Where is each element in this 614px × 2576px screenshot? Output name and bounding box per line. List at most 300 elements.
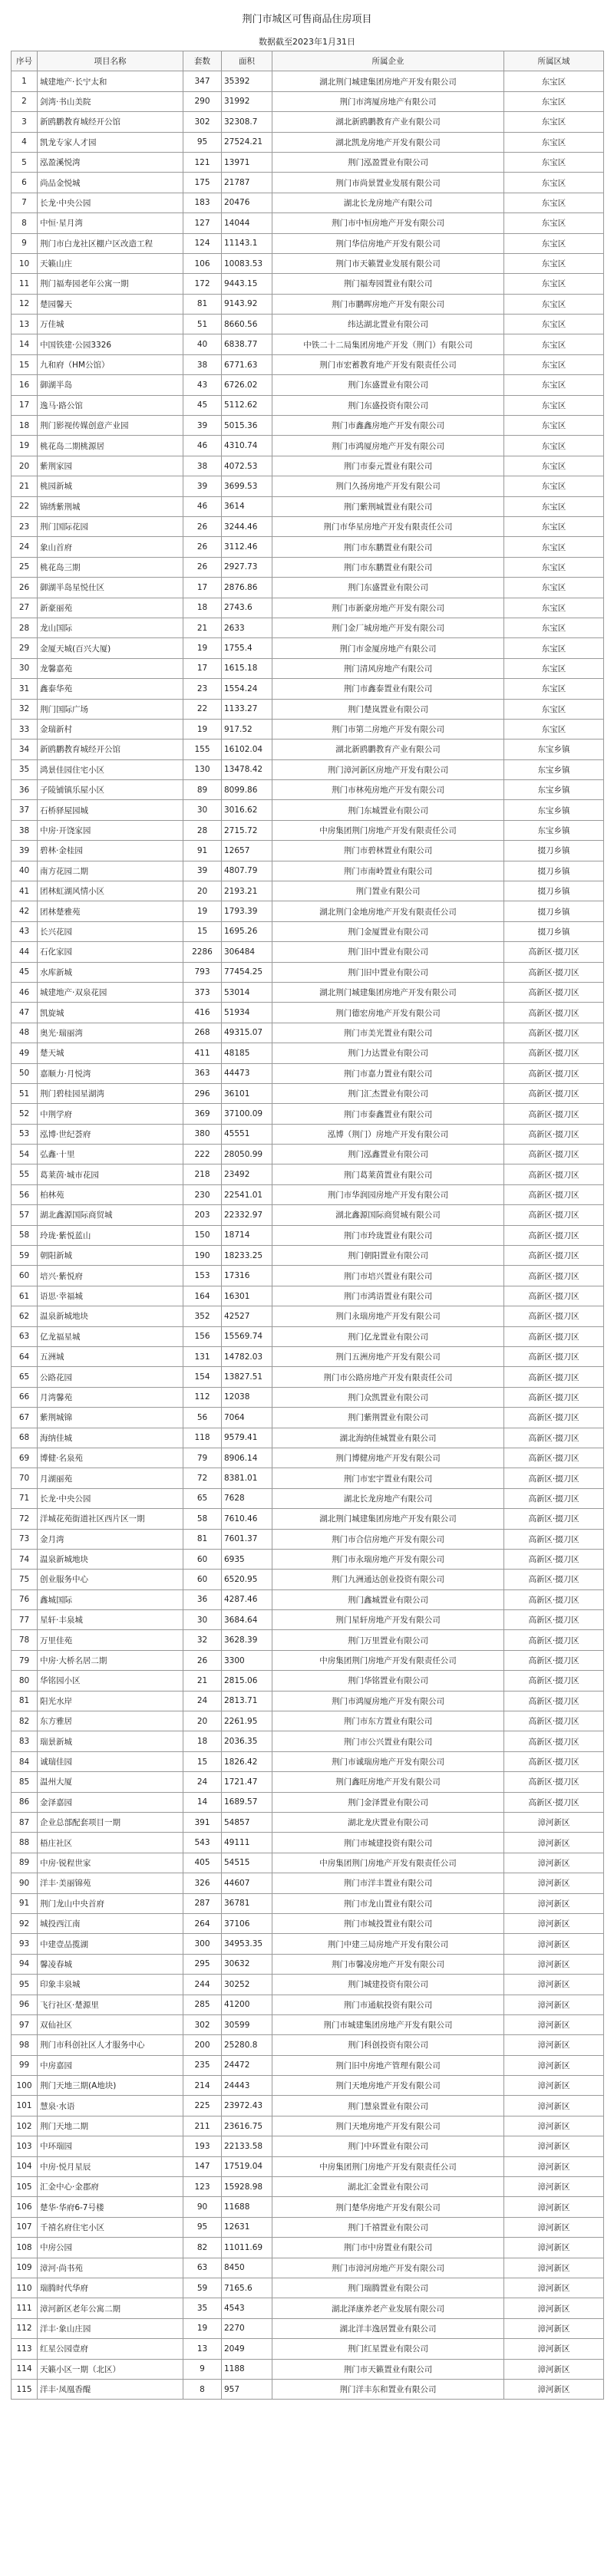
cell-area: 917.52 <box>222 719 272 739</box>
cell-units: 193 <box>183 2136 222 2156</box>
cell-project-name: 中房嘉园 <box>38 2055 183 2075</box>
cell-company: 荆门市宏宇置业有限公司 <box>272 1468 504 1488</box>
cell-company: 荆门市尚景置业发展有限公司 <box>272 173 504 193</box>
cell-district: 东宝区 <box>504 476 604 496</box>
cell-index: 61 <box>12 1286 38 1306</box>
cell-units: 183 <box>183 193 222 212</box>
cell-project-name: 荆门天地二期 <box>38 2116 183 2136</box>
cell-units: 63 <box>183 2258 222 2278</box>
cell-area: 8906.14 <box>222 1448 272 1468</box>
cell-index: 77 <box>12 1610 38 1630</box>
cell-company: 湖北洋丰逸居置业有限公司 <box>272 2318 504 2338</box>
cell-index: 47 <box>12 1003 38 1023</box>
cell-company: 荆门市龙山置业有限公司 <box>272 1893 504 1913</box>
cell-index: 56 <box>12 1184 38 1204</box>
table-row <box>12 1549 604 1569</box>
cell-area: 2633 <box>222 618 272 637</box>
cell-units: 203 <box>183 1205 222 1225</box>
cell-area: 5015.36 <box>222 416 272 436</box>
table-row <box>12 2359 604 2379</box>
cell-index: 82 <box>12 1711 38 1731</box>
cell-district: 东宝区 <box>504 436 604 456</box>
cell-company: 荆门中环置业有限公司 <box>272 2136 504 2156</box>
cell-project-name: 鸿景佳园住宅小区 <box>38 759 183 779</box>
cell-units: 200 <box>183 2035 222 2055</box>
cell-index: 101 <box>12 2096 38 2116</box>
cell-district: 高新区·掇刀区 <box>504 1083 604 1103</box>
cell-project-name: 御湖半岛星悦仕区 <box>38 578 183 598</box>
cell-units: 264 <box>183 1913 222 1933</box>
cell-area: 8660.56 <box>222 315 272 334</box>
cell-units: 82 <box>183 2238 222 2258</box>
table-row <box>12 1286 604 1306</box>
cell-area: 9443.15 <box>222 274 272 294</box>
cell-district: 漳河新区 <box>504 2379 604 2399</box>
cell-index: 49 <box>12 1043 38 1063</box>
cell-district: 高新区·掇刀区 <box>504 1003 604 1023</box>
cell-area: 1755.4 <box>222 638 272 658</box>
cell-units: 19 <box>183 719 222 739</box>
table-row <box>12 112 604 132</box>
cell-area: 34953.35 <box>222 1934 272 1954</box>
cell-district: 掇刀乡镇 <box>504 921 604 941</box>
cell-district: 高新区·掇刀区 <box>504 1671 604 1691</box>
cell-district: 漳河新区 <box>504 2177 604 2197</box>
cell-units: 15 <box>183 921 222 941</box>
table-row <box>12 2298 604 2318</box>
cell-project-name: 桃园新城 <box>38 476 183 496</box>
cell-district: 漳河新区 <box>504 1853 604 1873</box>
cell-project-name: 中建壹品揽湖 <box>38 1934 183 1954</box>
cell-units: 21 <box>183 618 222 637</box>
cell-units: 20 <box>183 1711 222 1731</box>
table-row <box>12 1711 604 1731</box>
cell-units: 793 <box>183 962 222 982</box>
cell-index: 5 <box>12 152 38 172</box>
cell-district: 高新区·掇刀区 <box>504 1792 604 1812</box>
cell-area: 17519.04 <box>222 2156 272 2176</box>
cell-index: 74 <box>12 1549 38 1569</box>
cell-district: 东宝区 <box>504 496 604 516</box>
cell-area: 6935 <box>222 1549 272 1569</box>
cell-district: 东宝区 <box>504 395 604 415</box>
table-row <box>12 841 604 861</box>
cell-index: 79 <box>12 1650 38 1670</box>
cell-units: 347 <box>183 71 222 91</box>
cell-units: 26 <box>183 557 222 577</box>
cell-units: 296 <box>183 1083 222 1103</box>
cell-index: 91 <box>12 1893 38 1913</box>
table-row <box>12 1529 604 1549</box>
cell-area: 1188 <box>222 2359 272 2379</box>
table-row <box>12 1448 604 1468</box>
cell-company: 荆门市鸿语置业有限公司 <box>272 1286 504 1306</box>
header-units: 套数 <box>183 51 222 71</box>
cell-units: 172 <box>183 274 222 294</box>
header-district: 所属区域 <box>504 51 604 71</box>
cell-company: 荆门金厂城房地产开发有限公司 <box>272 618 504 637</box>
cell-index: 81 <box>12 1691 38 1711</box>
table-row <box>12 1266 604 1286</box>
cell-company: 荆门金厦置业有限公司 <box>272 921 504 941</box>
cell-project-name: 企业总部配套项目一期 <box>38 1812 183 1832</box>
cell-district: 高新区·掇刀区 <box>504 982 604 1002</box>
table-row <box>12 2035 604 2055</box>
cell-area: 4310.74 <box>222 436 272 456</box>
cell-district: 东宝区 <box>504 537 604 557</box>
cell-project-name: 楚天城 <box>38 1043 183 1063</box>
cell-company: 中房集团荆门房地产开发有限责任公司 <box>272 1650 504 1670</box>
cell-company: 荆门漳河新区房地产开发有限公司 <box>272 759 504 779</box>
cell-project-name: 创业服务中心 <box>38 1570 183 1589</box>
cell-area: 2715.72 <box>222 820 272 840</box>
cell-area: 8099.86 <box>222 780 272 800</box>
cell-units: 23 <box>183 679 222 699</box>
cell-area: 49111 <box>222 1833 272 1853</box>
cell-units: 39 <box>183 416 222 436</box>
table-row <box>12 1225 604 1245</box>
table-row <box>12 1671 604 1691</box>
cell-area: 25280.8 <box>222 2035 272 2055</box>
cell-index: 96 <box>12 1995 38 2014</box>
cell-index: 98 <box>12 2035 38 2055</box>
cell-company: 荆门久扬房地产开发有限公司 <box>272 476 504 496</box>
cell-units: 38 <box>183 354 222 374</box>
table-row <box>12 2217 604 2237</box>
cell-company: 荆门博健房地产开发有限公司 <box>272 1448 504 1468</box>
cell-company: 荆门鑫旺房地产开发有限公司 <box>272 1772 504 1792</box>
cell-project-name: 南方花园二期 <box>38 861 183 881</box>
cell-units: 46 <box>183 436 222 456</box>
cell-index: 87 <box>12 1812 38 1832</box>
cell-index: 99 <box>12 2055 38 2075</box>
cell-project-name: 碧林·金桂园 <box>38 841 183 861</box>
cell-units: 43 <box>183 375 222 395</box>
cell-units: 285 <box>183 1995 222 2014</box>
cell-company: 荆门市城建集团房地产开发有限公司 <box>272 2014 504 2034</box>
cell-district: 高新区·掇刀区 <box>504 1164 604 1184</box>
cell-area: 13478.42 <box>222 759 272 779</box>
cell-project-name: 锦绣紫荆城 <box>38 496 183 516</box>
cell-district: 东宝区 <box>504 132 604 152</box>
table-row <box>12 1083 604 1103</box>
cell-units: 15 <box>183 1751 222 1771</box>
cell-index: 36 <box>12 780 38 800</box>
cell-area: 15928.98 <box>222 2177 272 2197</box>
cell-index: 70 <box>12 1468 38 1488</box>
cell-index: 8 <box>12 213 38 233</box>
cell-project-name: 朝阳新城 <box>38 1246 183 1266</box>
cell-area: 2049 <box>222 2339 272 2359</box>
cell-area: 41200 <box>222 1995 272 2014</box>
cell-index: 90 <box>12 1873 38 1893</box>
cell-project-name: 汇金中心·金郡府 <box>38 2177 183 2197</box>
cell-area: 51934 <box>222 1003 272 1023</box>
table-row <box>12 476 604 496</box>
table-row <box>12 2339 604 2359</box>
cell-area: 22332.97 <box>222 1205 272 1225</box>
cell-index: 16 <box>12 375 38 395</box>
cell-units: 190 <box>183 1246 222 1266</box>
cell-company: 荆门朝阳置业有限公司 <box>272 1246 504 1266</box>
cell-units: 156 <box>183 1326 222 1346</box>
cell-company: 荆门市泰鑫置业有限公司 <box>272 1104 504 1124</box>
cell-index: 72 <box>12 1509 38 1529</box>
cell-index: 41 <box>12 881 38 901</box>
cell-company: 荆门市华润园房地产开发有限公司 <box>272 1184 504 1204</box>
cell-index: 50 <box>12 1063 38 1083</box>
table-row <box>12 1772 604 1792</box>
cell-index: 112 <box>12 2318 38 2338</box>
cell-area: 1615.18 <box>222 658 272 678</box>
table-row <box>12 395 604 415</box>
cell-index: 92 <box>12 1913 38 1933</box>
cell-district: 东宝区 <box>504 91 604 111</box>
table-row <box>12 2116 604 2136</box>
cell-area: 3244.46 <box>222 516 272 536</box>
cell-project-name: 月湾馨苑 <box>38 1387 183 1407</box>
cell-district: 漳河新区 <box>504 2156 604 2176</box>
cell-project-name: 红星公园壹府 <box>38 2339 183 2359</box>
table-row <box>12 2197 604 2217</box>
cell-company: 中房集团荆门房地产开发有限责任公司 <box>272 1853 504 1873</box>
cell-company: 泓博（荆门）房地产开发有限公司 <box>272 1124 504 1144</box>
cell-district: 掇刀乡镇 <box>504 901 604 921</box>
cell-units: 411 <box>183 1043 222 1063</box>
cell-company: 荆门市南岭置业有限公司 <box>272 861 504 881</box>
cell-district: 高新区·掇刀区 <box>504 1306 604 1326</box>
cell-company: 荆门市公兴置业有限公司 <box>272 1731 504 1751</box>
cell-project-name: 玲珑·紫悦蓝山 <box>38 1225 183 1245</box>
cell-district: 高新区·掇刀区 <box>504 1468 604 1488</box>
cell-area: 3300 <box>222 1650 272 1670</box>
cell-units: 56 <box>183 1408 222 1428</box>
table-row <box>12 962 604 982</box>
cell-company: 荆门楚岚置业有限公司 <box>272 699 504 719</box>
cell-district: 漳河新区 <box>504 2359 604 2379</box>
cell-units: 81 <box>183 294 222 314</box>
cell-index: 113 <box>12 2339 38 2359</box>
cell-index: 35 <box>12 759 38 779</box>
cell-area: 3628.39 <box>222 1630 272 1650</box>
cell-index: 95 <box>12 1975 38 1995</box>
cell-district: 掇刀乡镇 <box>504 861 604 881</box>
cell-index: 14 <box>12 334 38 354</box>
table-row <box>12 942 604 962</box>
cell-project-name: 中房·大桥名居二期 <box>38 1650 183 1670</box>
cell-project-name: 东方雅居 <box>38 1711 183 1731</box>
cell-units: 127 <box>183 213 222 233</box>
cell-project-name: 中房公园 <box>38 2238 183 2258</box>
cell-project-name: 荆门市白龙社区棚户区改造工程 <box>38 233 183 253</box>
table-row <box>12 334 604 354</box>
cell-district: 东宝区 <box>504 557 604 577</box>
table-row <box>12 1731 604 1751</box>
cell-company: 荆门亿龙置业有限公司 <box>272 1326 504 1346</box>
cell-district: 东宝区 <box>504 253 604 273</box>
cell-index: 26 <box>12 578 38 598</box>
cell-company: 荆门泓盈置业有限公司 <box>272 152 504 172</box>
cell-area: 7601.37 <box>222 1529 272 1549</box>
cell-units: 30 <box>183 800 222 820</box>
cell-project-name: 金厦天城(百兴大厦) <box>38 638 183 658</box>
cell-project-name: 龙山国际 <box>38 618 183 637</box>
cell-units: 131 <box>183 1347 222 1367</box>
cell-units: 26 <box>183 516 222 536</box>
cell-company: 荆门金泽置业有限公司 <box>272 1792 504 1812</box>
cell-area: 12038 <box>222 1387 272 1407</box>
cell-area: 32308.7 <box>222 112 272 132</box>
cell-district: 高新区·掇刀区 <box>504 1367 604 1387</box>
cell-units: 35 <box>183 2298 222 2318</box>
cell-district: 东宝区 <box>504 274 604 294</box>
cell-project-name: 团林楚雅苑 <box>38 901 183 921</box>
cell-index: 88 <box>12 1833 38 1853</box>
table-row <box>12 699 604 719</box>
cell-index: 104 <box>12 2156 38 2176</box>
cell-index: 58 <box>12 1225 38 1245</box>
cell-area: 23616.75 <box>222 2116 272 2136</box>
cell-index: 75 <box>12 1570 38 1589</box>
cell-district: 东宝区 <box>504 699 604 719</box>
cell-index: 28 <box>12 618 38 637</box>
cell-units: 326 <box>183 1873 222 1893</box>
cell-project-name: 中国铁建·公园3326 <box>38 334 183 354</box>
table-row <box>12 496 604 516</box>
cell-company: 中房集团荆门房地产开发有限责任公司 <box>272 820 504 840</box>
cell-index: 110 <box>12 2278 38 2298</box>
cell-district: 漳河新区 <box>504 2197 604 2217</box>
cell-area: 30632 <box>222 1954 272 1974</box>
table-row <box>12 132 604 152</box>
cell-district: 高新区·掇刀区 <box>504 1630 604 1650</box>
cell-district: 高新区·掇刀区 <box>504 1266 604 1286</box>
table-row <box>12 1408 604 1428</box>
table-row <box>12 679 604 699</box>
cell-company: 荆门永瑞房地产开发有限公司 <box>272 1306 504 1326</box>
cell-project-name: 荆门福寿园老年公寓一期 <box>38 274 183 294</box>
cell-company: 荆门紫荆城置业有限公司 <box>272 496 504 516</box>
table-row <box>12 1630 604 1650</box>
cell-company: 荆门红星置业有限公司 <box>272 2339 504 2359</box>
cell-area: 22541.01 <box>222 1184 272 1204</box>
cell-district: 东宝乡镇 <box>504 780 604 800</box>
cell-units: 302 <box>183 112 222 132</box>
cell-area: 35392 <box>222 71 272 91</box>
cell-area: 23492 <box>222 1164 272 1184</box>
cell-project-name: 鑫泰华苑 <box>38 679 183 699</box>
cell-project-name: 弘鑫·十里 <box>38 1145 183 1164</box>
cell-index: 45 <box>12 962 38 982</box>
cell-units: 95 <box>183 2217 222 2237</box>
cell-district: 高新区·掇刀区 <box>504 1124 604 1144</box>
cell-units: 65 <box>183 1488 222 1508</box>
cell-district: 漳河新区 <box>504 2116 604 2136</box>
cell-units: 46 <box>183 496 222 516</box>
cell-units: 81 <box>183 1529 222 1549</box>
cell-units: 123 <box>183 2177 222 2197</box>
cell-units: 235 <box>183 2055 222 2075</box>
cell-district: 高新区·掇刀区 <box>504 1246 604 1266</box>
cell-units: 22 <box>183 699 222 719</box>
cell-company: 荆门市公路房地产开发有限责任公司 <box>272 1367 504 1387</box>
cell-district: 东宝区 <box>504 354 604 374</box>
cell-units: 369 <box>183 1104 222 1124</box>
cell-district: 东宝区 <box>504 375 604 395</box>
cell-units: 150 <box>183 1225 222 1245</box>
cell-district: 漳河新区 <box>504 2096 604 2116</box>
cell-district: 掇刀乡镇 <box>504 881 604 901</box>
table-row <box>12 658 604 678</box>
cell-area: 8381.01 <box>222 1468 272 1488</box>
cell-project-name: 金泽嘉园 <box>38 1792 183 1812</box>
table-row <box>12 618 604 637</box>
table-row <box>12 375 604 395</box>
cell-project-name: 天籁山庄 <box>38 253 183 273</box>
cell-units: 230 <box>183 1184 222 1204</box>
cell-project-name: 荆门碧桂园星湖湾 <box>38 1083 183 1103</box>
table-row <box>12 1570 604 1589</box>
table-row <box>12 1124 604 1144</box>
cell-district: 东宝乡镇 <box>504 800 604 820</box>
cell-district: 东宝区 <box>504 638 604 658</box>
table-row <box>12 1043 604 1063</box>
cell-project-name: 象山首府 <box>38 537 183 557</box>
cell-area: 45551 <box>222 1124 272 1144</box>
cell-area: 4072.53 <box>222 456 272 476</box>
cell-area: 24443 <box>222 2076 272 2096</box>
cell-index: 30 <box>12 658 38 678</box>
cell-company: 湖北泽康养老产业发展有限公司 <box>272 2298 504 2318</box>
cell-company: 荆门置业有限公司 <box>272 881 504 901</box>
cell-index: 21 <box>12 476 38 496</box>
table-row <box>12 861 604 881</box>
cell-index: 115 <box>12 2379 38 2399</box>
table-row <box>12 456 604 476</box>
cell-company: 荆门市嘉力置业有限公司 <box>272 1063 504 1083</box>
cell-index: 23 <box>12 516 38 536</box>
cell-company: 荆门市东鹏置业有限公司 <box>272 557 504 577</box>
cell-project-name: 中房·悦月星辰 <box>38 2156 183 2176</box>
cell-units: 19 <box>183 2318 222 2338</box>
cell-index: 29 <box>12 638 38 658</box>
cell-project-name: 新豪丽苑 <box>38 598 183 618</box>
cell-area: 13827.51 <box>222 1367 272 1387</box>
cell-district: 掇刀乡镇 <box>504 841 604 861</box>
cell-area: 1689.57 <box>222 1792 272 1812</box>
cell-company: 荆门旧中置业有限公司 <box>272 962 504 982</box>
cell-company: 荆门力达置业有限公司 <box>272 1043 504 1063</box>
cell-index: 9 <box>12 233 38 253</box>
table-body <box>12 71 604 2400</box>
cell-units: 51 <box>183 315 222 334</box>
cell-project-name: 紫荆家园 <box>38 456 183 476</box>
cell-company: 荆门千禧置业有限公司 <box>272 2217 504 2237</box>
cell-company: 荆门东城置业有限公司 <box>272 800 504 820</box>
cell-project-name: 洋丰·美丽锦苑 <box>38 1873 183 1893</box>
cell-company: 中房集团荆门房地产开发有限责任公司 <box>272 2156 504 2176</box>
table-row <box>12 1610 604 1630</box>
cell-units: 19 <box>183 901 222 921</box>
cell-units: 90 <box>183 2197 222 2217</box>
table-row <box>12 2278 604 2298</box>
cell-project-name: 洋城花苑街道社区西片区一期 <box>38 1509 183 1529</box>
table-row <box>12 2096 604 2116</box>
cell-district: 高新区·掇刀区 <box>504 1043 604 1063</box>
cell-area: 3016.62 <box>222 800 272 820</box>
table-row <box>12 1205 604 1225</box>
cell-company: 荆门慧泉置业有限公司 <box>272 2096 504 2116</box>
